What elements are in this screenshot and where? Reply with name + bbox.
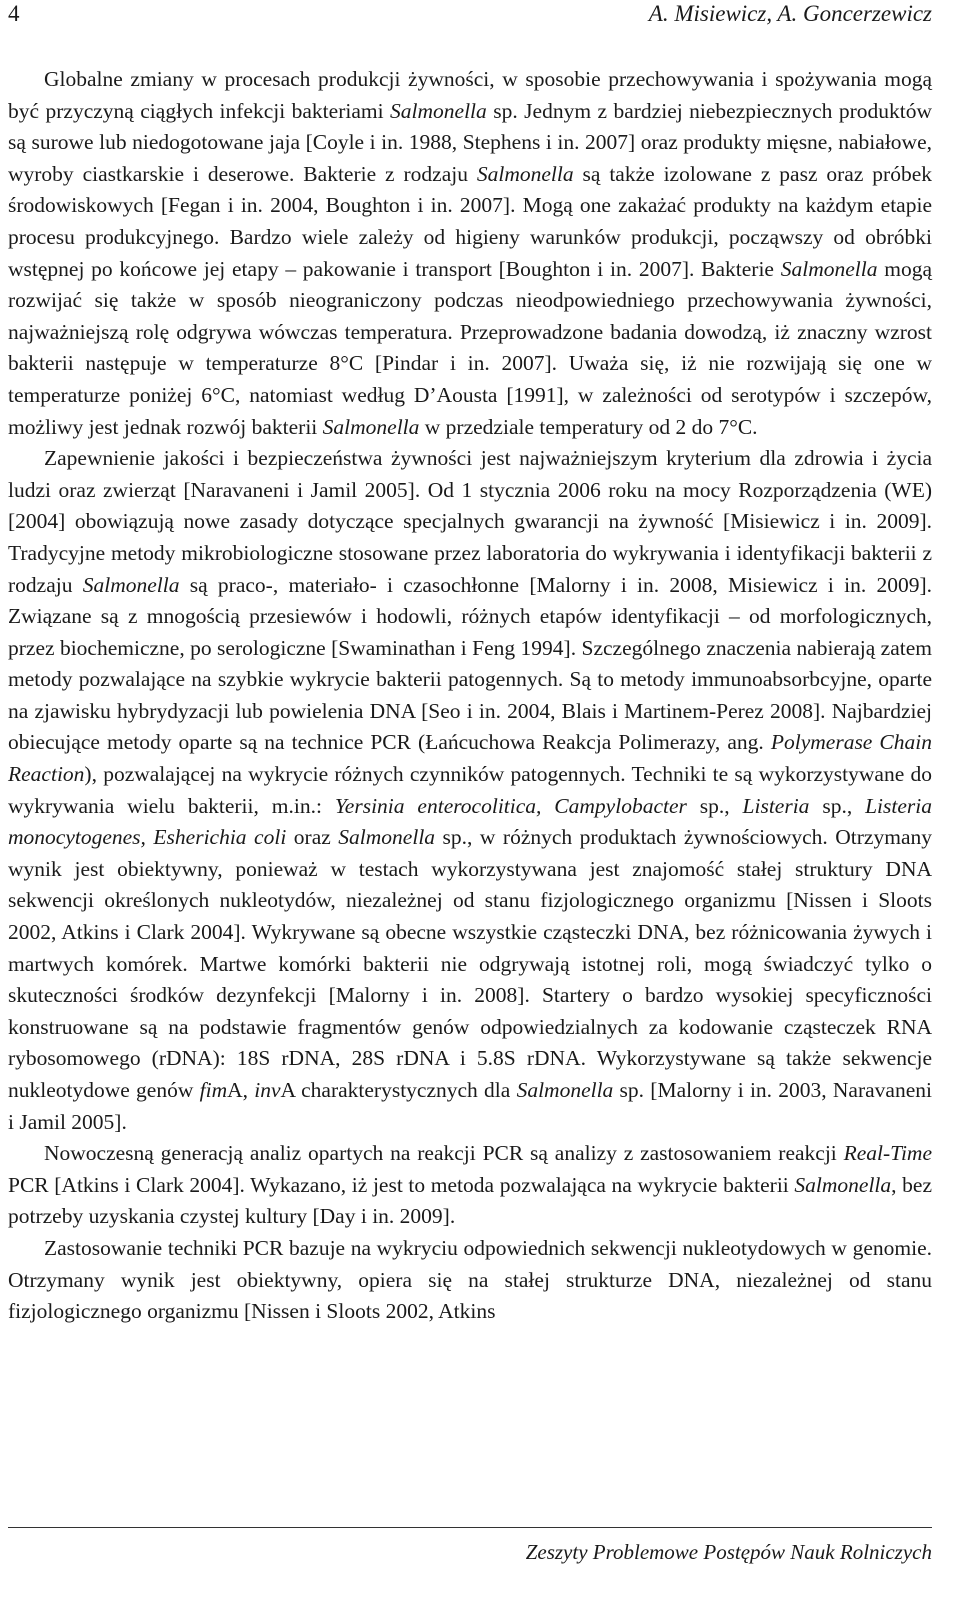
italic-term: Salmonella [476, 161, 574, 186]
italic-term: Salmonella [390, 98, 487, 123]
italic-term: Yersinia enterocolitica, Campylobacter [334, 793, 687, 818]
page-header [8, 0, 932, 36]
italic-term: Listeria monocytogenes, Esherichia coli [8, 793, 932, 850]
text-run: sp. Jednym z bardziej niebezpiecznych produktów są surowe lub niedogotowane jaja [Coyle i in. 1988, Stephens i in. 2007] oraz produkty mięsne, nabiałowe, wyroby ciastkarskie i deserowe. Bakterie z rodzaju [8, 98, 933, 186]
italic-term: Salmonella [794, 1172, 892, 1197]
text-run: , bez potrzeby uzyskania czystej kultury [Day i in. 2009]. [8, 1172, 932, 1229]
text-run: sp., w różnych produktach żywnościowych. Otrzymany wynik jest obiektywny, ponieważ w testach wykorzystywana jest znajomość stałej struktury DNA sekwencji określonych nukleotydów, niezależnej od stanu fizjologicznego organizmu [Nissen i Sloots 2002, Atkins i Clark 2004]. Wykrywane są obecne wszystkie cząsteczki DNA, bez różnicowania żywych i martwych komórek. Martwe komórki bakterii nie odgrywają istotnej roli, mogą świadczyć tylko o skuteczności środków dezynfekcji [Malorny i in. 2008]. Startery o bardzo wysokiej specyficzności konstruowane są na podstawie fragmentów genów odpowiedzialnych za kodowanie cząsteczek RNA rybosomowego (rDNA): 18S rDNA, 28S rDNA i 5.8S rDNA. Wykorzystywane są także sekwencje nukleotydowe genów [8, 825, 932, 1102]
text-run: Zastosowanie techniki PCR bazuje na wykryciu odpowiednich sekwencji nukleotydowych w genomie. Otrzymany wynik jest obiektywny, opiera się na stałej strukturze DNA, niezależnej od stanu fizjologicznego organizmu [Nissen i Sloots 2002, Atkins [8, 1235, 932, 1324]
paragraph [8, 64, 932, 443]
text-run: PCR [Atkins i Clark 2004]. Wykazano, iż jest to metoda pozwalająca na wykrycie bakterii [8, 1172, 795, 1197]
body-text [8, 64, 932, 1328]
text-run: oraz [286, 825, 339, 850]
italic-term: inv [254, 1078, 281, 1102]
italic-term: Salmonella [82, 572, 180, 597]
text-run: są praco-, materiało- i czasochłonne [Malorny i in. 2008, Misiewicz i in. 2009]. Związane są z mnogością przesiewów i hodowli, różnych etapów identyfikacji – od morfologicznych, przez biochemiczne, po serologiczne [Swaminathan i Feng 1994]. Szczególnego znaczenia nabierają zatem metody pozwalające na szybkie wykrycie bakterii patogennych. Są to metody immunoabsorbcyjne, oparte na zjawisku hybrydyzacji lub powielenia DNA [Seo i in. 2004, Blais i Martinem-Perez 2008]. Najbardziej obiecujące metody oparte są na technice PCR (Łańcuchowa Reakcja Polimerazy, ang. [8, 572, 933, 755]
text-run: Nowoczesną generacją analiz opartych na reakcji PCR są analizy z zastosowaniem reakcji [44, 1141, 844, 1166]
italic-term: Salmonella [322, 414, 420, 439]
text-run: mogą rozwijać się także w sposób nieograniczony podczas nieodpowiedniego przechowywania żywności, najważniejszą rolę odgrywa wówczas temperatura. Przeprowadzone badania dowodzą, iż znaczny wzrost bakterii następuje w temperaturze 8°C [Pindar i in. 2007]. Uważa się, iż nie rozwijają się one w temperaturze poniżej 6°C, natomiast według D’Aousta [1991], w zależności od serotypów i szczepów, możliwy jest jednak rozwój bakterii [8, 256, 932, 439]
text-run: sp. [Malorny i in. 2003, Naravaneni i Jamil 2005]. [8, 1078, 932, 1134]
page-number: 4 [8, 1, 20, 26]
text-run: Zapewnienie jakości i bezpieczeństwa żywności jest najważniejszym kryterium dla zdrowia i życia ludzi oraz zwierząt [Naravaneni i Jamil 2005]. Od 1 stycznia 2006 roku na mocy Rozporządzenia (WE) [2004] obowiązują nowe zasady dotyczące specjalnych gwarancji na żywność [Misiewicz i in. 2009]. Tradycyjne metody mikrobiologiczne stosowane przez laboratoria do wykrywania i identyfikacji bakterii z rodzaju [8, 446, 932, 597]
journal-footer: Zeszyty Problemowe Postępów Nauk Rolniczych [525, 1540, 932, 1564]
text-run: Globalne zmiany w procesach produkcji żywności, w sposobie przechowywania i spożywania mogą być przyczyną ciągłych infekcji bakteriami [8, 67, 932, 123]
text-run: sp., [686, 793, 743, 818]
italic-term: Salmonella [338, 825, 436, 850]
running-head-authors: A. Misiewicz, A. Goncerzewicz [648, 1, 932, 26]
italic-term: Salmonella [516, 1078, 614, 1102]
footer-rule [8, 1527, 932, 1528]
italic-term: Salmonella [780, 256, 878, 281]
paragraph [8, 443, 932, 1138]
italic-term: Polymerase Chain Reaction [8, 730, 932, 787]
text-run: sp., [809, 793, 866, 818]
italic-term: Real-Time [843, 1141, 932, 1166]
paragraph [8, 1233, 932, 1328]
text-run: ), pozwalającej na wykrycie różnych czynników patogennych. Techniki te są wykorzystywane do wykrywania wielu bakterii, m.in.: [8, 762, 932, 818]
text-run: w przedziale temperatury od 2 do 7°C. [419, 414, 758, 439]
text-run: A, [227, 1078, 255, 1102]
text-run: A charakterystycznych dla [280, 1078, 517, 1102]
italic-term: fim [199, 1078, 228, 1102]
paragraph [8, 1138, 932, 1233]
text-run: są także izolowane z pasz oraz próbek środowiskowych [Fegan i in. 2004, Boughton i in. 2007]. Mogą one zakażać produkty na każdym etapie procesu produkcyjnego. Bardzo wiele zależy od higieny warunków produkcji, począwszy od obróbki wstępnej po końcowe jej etapy – pakowanie i transport [Boughton i in. 2007]. Bakterie [8, 161, 932, 281]
italic-term: Listeria [742, 793, 810, 818]
